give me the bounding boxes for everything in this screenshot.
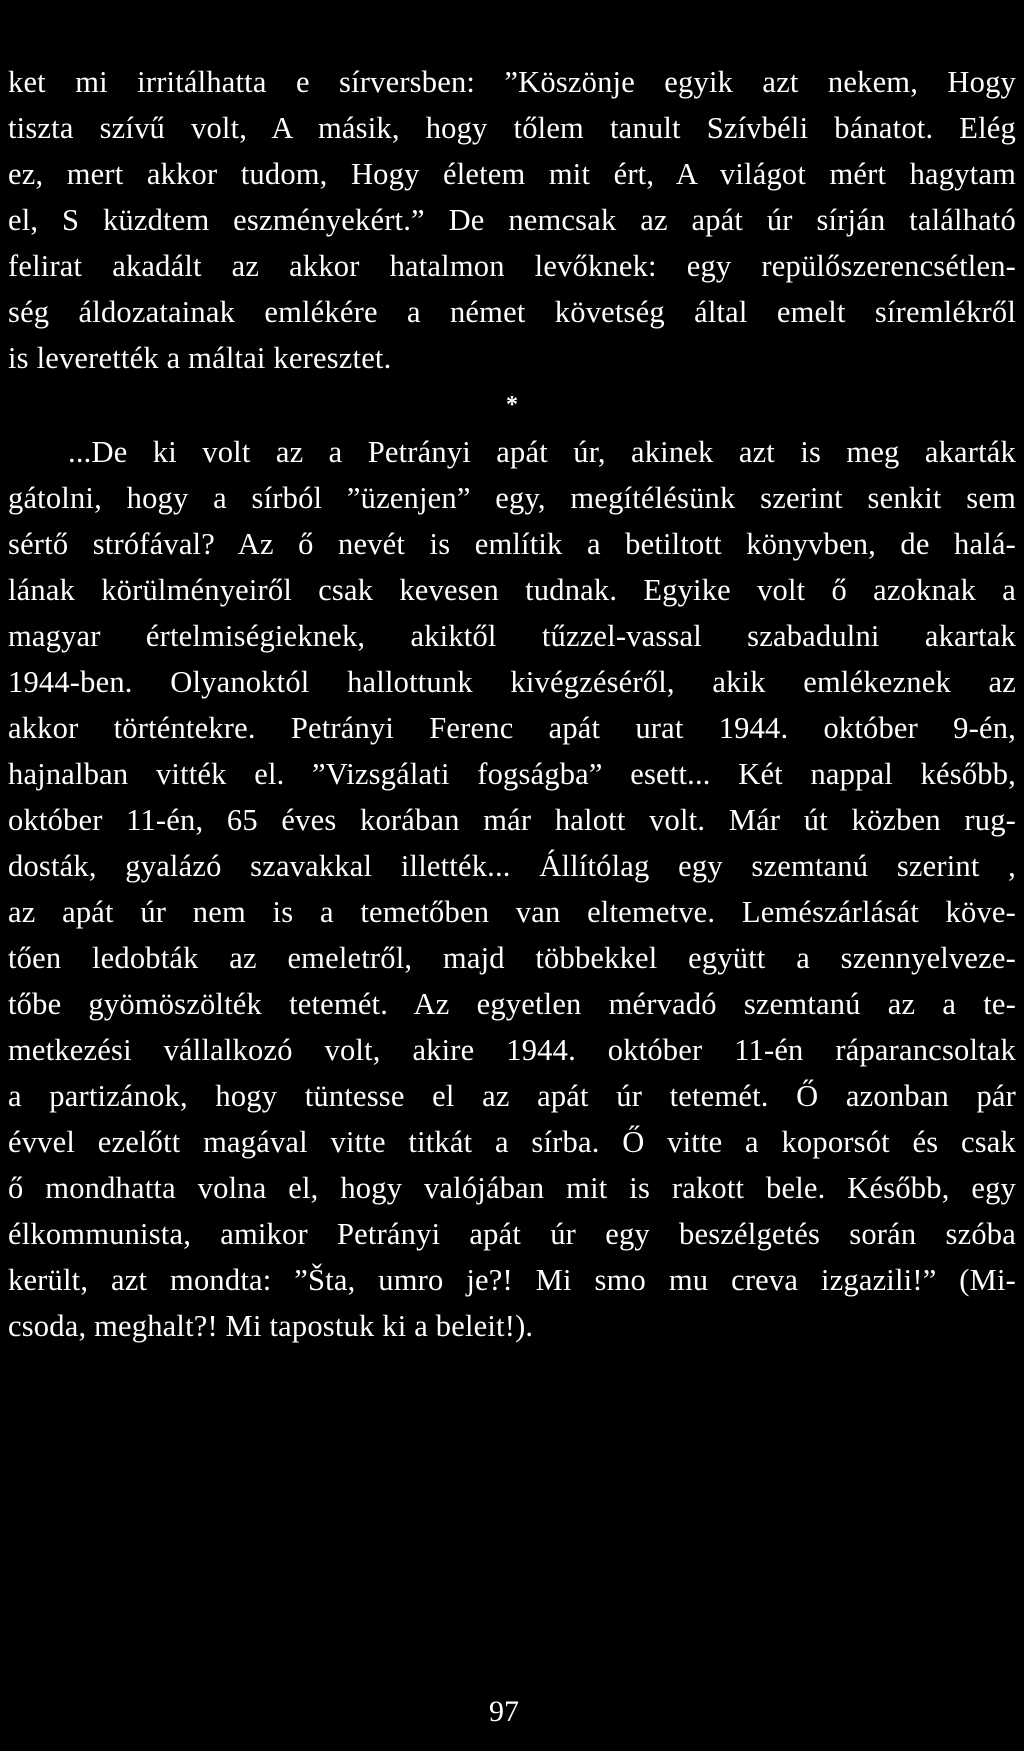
- section-separator: *: [506, 392, 518, 418]
- text-line: lának körülményeiről csak kevesen tudnak. Egyike volt ő azoknak a: [8, 573, 1016, 607]
- text-line: tiszta szívű volt, A másik, hogy tőlem tanult Szívbéli bánatot. Elég: [8, 111, 1016, 145]
- text-line: évvel ezelőtt magával vitte titkát a sírba. Ő vitte a koporsót és csak: [8, 1125, 1016, 1159]
- text-line: az apát úr nem is a temetőben van eltemetve. Lemészárlását köve-: [8, 895, 1016, 929]
- text-line: ség áldozatainak emlékére a német követség által emelt síremlékről: [8, 295, 1016, 329]
- text-line: október 11-én, 65 éves korában már halott volt. Már út közben rug-: [8, 803, 1016, 837]
- text-line: ez, mert akkor tudom, Hogy életem mit ért, A világot mért hagytam: [8, 157, 1016, 191]
- text-line: csoda, meghalt?! Mi tapostuk ki a beleit!).: [8, 1309, 534, 1343]
- page-number: 97: [489, 1695, 519, 1728]
- text-line: került, azt mondta: ”Šta, umro je?! Mi smo mu creva izgazili!” (Mi-: [8, 1263, 1016, 1297]
- text-line: akkor történtekre. Petrányi Ferenc apát urat 1944. október 9-én,: [8, 711, 1016, 745]
- text-line: dosták, gyalázó szavakkal illették... Állítólag egy szemtanú szerint ,: [8, 849, 1016, 883]
- text-line: ...De ki volt az a Petrányi apát úr, akinek azt is meg akarták: [68, 435, 1016, 469]
- text-line: felirat akadált az akkor hatalmon levőknek: egy repülőszerencsétlen-: [8, 249, 1016, 283]
- text-line: ő mondhatta volna el, hogy valójában mit is rakott bele. Később, egy: [8, 1171, 1016, 1205]
- text-line: 1944-ben. Olyanoktól hallottunk kivégzéséről, akik emlékeznek az: [8, 665, 1016, 699]
- text-line: élkommunista, amikor Petrányi apát úr egy beszélgetés során szóba: [8, 1217, 1016, 1251]
- text-line: metkezési vállalkozó volt, akire 1944. október 11-én ráparancsoltak: [8, 1033, 1016, 1067]
- text-line: ket mi irritálhatta e sírversben: ”Köszönje egyik azt nekem, Hogy: [8, 65, 1016, 99]
- text-line: el, S küzdtem eszményekért.” De nemcsak az apát úr sírján található: [8, 203, 1016, 237]
- text-line: hajnalban vitték el. ”Vizsgálati fogságba” esett... Két nappal később,: [8, 757, 1016, 791]
- text-line: magyar értelmiségieknek, akiktől tűzzel-vassal szabadulni akartak: [8, 619, 1016, 653]
- text-line: a partizánok, hogy tüntesse el az apát úr tetemét. Ő azonban pár: [8, 1079, 1016, 1113]
- text-line: sértő strófával? Az ő nevét is említik a betiltott könyvben, de halá-: [8, 527, 1016, 561]
- text-line: tően ledobták az emeletről, majd többekkel együtt a szennyelveze-: [8, 941, 1016, 975]
- text-line: is leverették a máltai keresztet.: [8, 341, 392, 375]
- text-line: tőbe gyömöszölték tetemét. Az egyetlen mérvadó szemtanú az a te-: [8, 987, 1016, 1021]
- text-line: gátolni, hogy a sírból ”üzenjen” egy, megítélésünk szerint senkit sem: [8, 481, 1016, 515]
